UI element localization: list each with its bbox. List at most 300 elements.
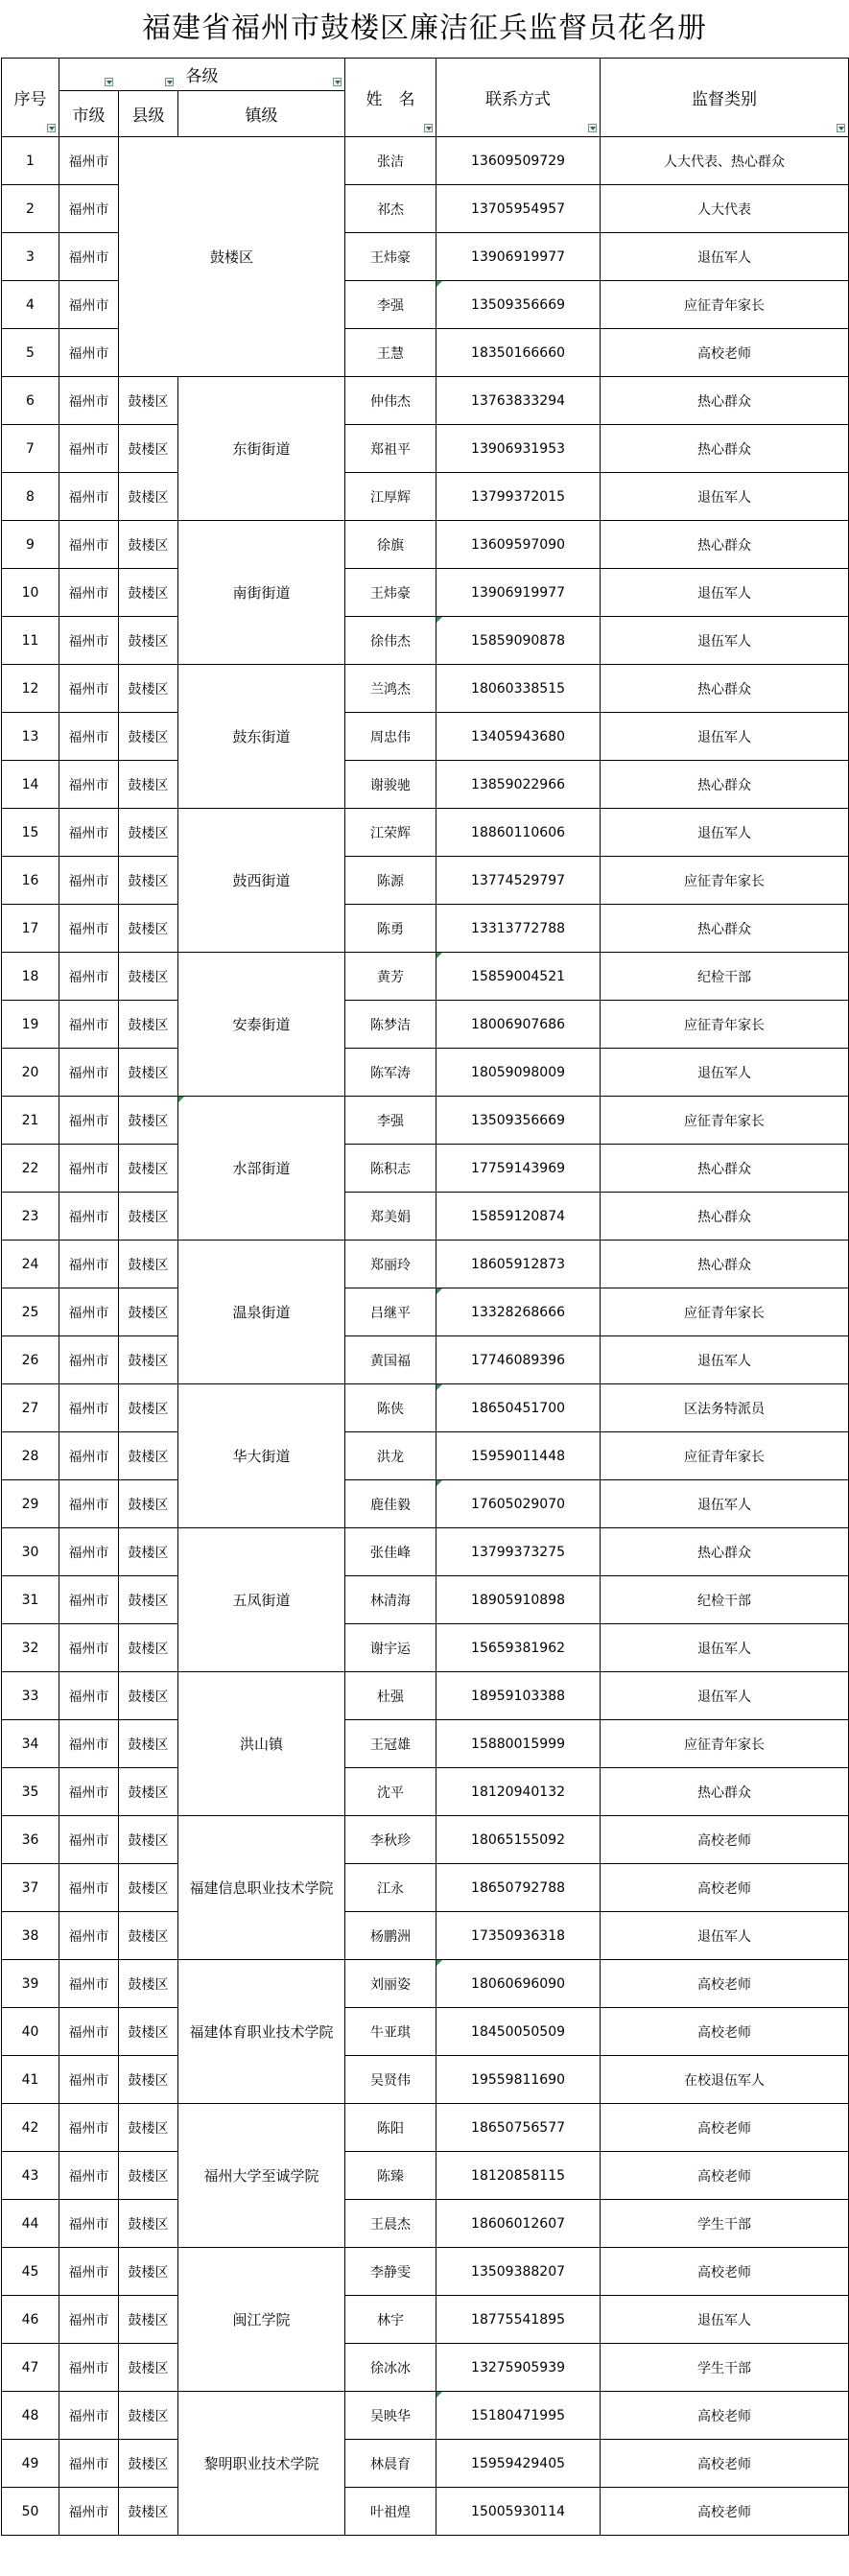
table-row xyxy=(2,137,849,185)
cell-phone xyxy=(436,425,601,473)
filter-dropdown-icon[interactable] xyxy=(47,124,56,132)
cell-name: 陈勇 xyxy=(345,905,436,953)
filter-dropdown-icon[interactable] xyxy=(333,78,342,86)
cell-category: 高校老师 xyxy=(601,2488,849,2536)
cell-town: 鼓西街道 xyxy=(178,809,345,953)
cell-name: 张佳峰 xyxy=(345,1528,436,1576)
cell-county: 鼓楼区 xyxy=(119,473,178,521)
cell-phone xyxy=(436,1720,601,1768)
cell-county: 鼓楼区 xyxy=(119,1816,178,1864)
cell-name: 陈军涛 xyxy=(345,1049,436,1097)
cell-county: 鼓楼区 xyxy=(119,2296,178,2344)
table-row xyxy=(2,1432,849,1480)
cell-phone xyxy=(436,473,601,521)
cell-category: 学生干部 xyxy=(601,2200,849,2248)
cell-marker-icon xyxy=(436,281,442,287)
cell-seq: 38 xyxy=(2,1912,59,1960)
table-row xyxy=(2,2104,849,2152)
cell-town xyxy=(178,1097,345,1241)
roster-table xyxy=(1,58,849,2536)
cell-phone xyxy=(436,329,601,377)
cell-category: 应征青年家长 xyxy=(601,857,849,905)
header-name: 姓 名 xyxy=(345,59,436,137)
cell-city: 福州市 xyxy=(59,1720,119,1768)
cell-marker-icon xyxy=(436,617,442,623)
cell-seq: 4 xyxy=(2,281,59,329)
cell-phone xyxy=(436,809,601,857)
table-row xyxy=(2,425,849,473)
phone-text: 18650756577 xyxy=(471,2119,566,2136)
cell-city: 福州市 xyxy=(59,1864,119,1912)
header-city: 市级 xyxy=(59,91,119,137)
phone-text: 18120858115 xyxy=(471,2167,566,2184)
cell-city: 福州市 xyxy=(59,1384,119,1432)
cell-seq: 21 xyxy=(2,1097,59,1145)
phone-text: 18059098009 xyxy=(471,1064,566,1080)
cell-seq: 26 xyxy=(2,1336,59,1384)
phone-text: 15180471995 xyxy=(471,2407,566,2423)
cell-city: 福州市 xyxy=(59,1816,119,1864)
cell-county: 鼓楼区 xyxy=(119,2440,178,2488)
cell-category: 学生干部 xyxy=(601,2344,849,2392)
cell-category: 退伍军人 xyxy=(601,1336,849,1384)
cell-name: 徐冰冰 xyxy=(345,2344,436,2392)
table-row xyxy=(2,2152,849,2200)
cell-seq: 33 xyxy=(2,1672,59,1720)
table-row xyxy=(2,1384,849,1432)
cell-city: 福州市 xyxy=(59,953,119,1001)
cell-county: 鼓楼区 xyxy=(119,809,178,857)
cell-county: 鼓楼区 xyxy=(119,1193,178,1241)
cell-city: 福州市 xyxy=(59,1672,119,1720)
cell-city: 福州市 xyxy=(59,1624,119,1672)
cell-category: 区法务特派员 xyxy=(601,1384,849,1432)
cell-category: 纪检干部 xyxy=(601,1576,849,1624)
cell-city: 福州市 xyxy=(59,1960,119,2008)
table-row xyxy=(2,473,849,521)
cell-name: 陈臻 xyxy=(345,2152,436,2200)
cell-town: 东街街道 xyxy=(178,377,345,521)
table-row xyxy=(2,2296,849,2344)
cell-city: 福州市 xyxy=(59,905,119,953)
header-town: 镇级 xyxy=(178,91,345,137)
phone-text: 13763833294 xyxy=(471,392,566,409)
cell-city: 福州市 xyxy=(59,2248,119,2296)
cell-category: 应征青年家长 xyxy=(601,1288,849,1336)
cell-seq: 40 xyxy=(2,2008,59,2056)
cell-name: 郑祖平 xyxy=(345,425,436,473)
cell-marker-icon xyxy=(436,2392,442,2398)
cell-city: 福州市 xyxy=(59,2008,119,2056)
cell-seq: 6 xyxy=(2,377,59,425)
cell-phone xyxy=(436,1816,601,1864)
phone-text: 13774529797 xyxy=(471,872,566,888)
table-row xyxy=(2,1864,849,1912)
cell-town-label: 水部街道 xyxy=(232,1160,291,1177)
cell-seq: 12 xyxy=(2,665,59,713)
header-category: 监督类别 xyxy=(601,59,849,137)
table-row xyxy=(2,1049,849,1097)
cell-city: 福州市 xyxy=(59,521,119,569)
cell-seq: 41 xyxy=(2,2056,59,2104)
cell-category: 高校老师 xyxy=(601,2104,849,2152)
cell-name: 陈阳 xyxy=(345,2104,436,2152)
cell-town: 闽江学院 xyxy=(178,2248,345,2392)
cell-name: 杜强 xyxy=(345,1672,436,1720)
cell-phone xyxy=(436,2104,601,2152)
table-row xyxy=(2,1288,849,1336)
cell-category: 应征青年家长 xyxy=(601,1432,849,1480)
cell-phone xyxy=(436,521,601,569)
cell-phone xyxy=(436,1241,601,1288)
phone-text: 18065155092 xyxy=(471,1832,566,1848)
table-row xyxy=(2,2392,849,2440)
phone-text: 15880015999 xyxy=(471,1736,566,1752)
cell-phone xyxy=(436,1049,601,1097)
cell-phone xyxy=(436,1193,601,1241)
table-row xyxy=(2,2200,849,2248)
cell-city: 福州市 xyxy=(59,1288,119,1336)
cell-phone xyxy=(436,2392,601,2440)
cell-category: 热心群众 xyxy=(601,761,849,809)
cell-city: 福州市 xyxy=(59,617,119,665)
table-row xyxy=(2,2344,849,2392)
cell-name: 李秋珍 xyxy=(345,1816,436,1864)
table-row xyxy=(2,569,849,617)
cell-city: 福州市 xyxy=(59,137,119,185)
cell-phone xyxy=(436,1480,601,1528)
cell-town: 安泰街道 xyxy=(178,953,345,1097)
cell-town: 鼓楼区 xyxy=(119,137,345,377)
table-row xyxy=(2,665,849,713)
cell-category: 退伍军人 xyxy=(601,1480,849,1528)
cell-category: 热心群众 xyxy=(601,1145,849,1193)
cell-phone xyxy=(436,1576,601,1624)
table-row xyxy=(2,2488,849,2536)
filter-dropdown-icon[interactable] xyxy=(165,78,174,86)
cell-town: 福建信息职业技术学院 xyxy=(178,1816,345,1960)
cell-town: 黎明职业技术学院 xyxy=(178,2392,345,2536)
table-row xyxy=(2,1576,849,1624)
cell-seq: 45 xyxy=(2,2248,59,2296)
cell-county: 鼓楼区 xyxy=(119,1624,178,1672)
phone-text: 17759143969 xyxy=(471,1160,566,1176)
cell-marker-icon xyxy=(436,1480,442,1486)
cell-county: 鼓楼区 xyxy=(119,713,178,761)
cell-name: 李强 xyxy=(345,1097,436,1145)
cell-name: 吴映华 xyxy=(345,2392,436,2440)
cell-name: 仲伟杰 xyxy=(345,377,436,425)
cell-county: 鼓楼区 xyxy=(119,425,178,473)
cell-city: 福州市 xyxy=(59,809,119,857)
cell-name: 陈梦洁 xyxy=(345,1001,436,1049)
cell-phone xyxy=(436,2200,601,2248)
cell-marker-icon xyxy=(178,1097,184,1102)
cell-phone xyxy=(436,281,601,329)
cell-category: 退伍军人 xyxy=(601,569,849,617)
cell-city: 福州市 xyxy=(59,1432,119,1480)
cell-marker-icon xyxy=(436,1960,442,1966)
phone-text: 13906931953 xyxy=(471,440,566,457)
cell-category: 退伍军人 xyxy=(601,1672,849,1720)
phone-text: 13906919977 xyxy=(471,248,566,265)
table-row xyxy=(2,1241,849,1288)
cell-name: 鹿佳毅 xyxy=(345,1480,436,1528)
cell-phone xyxy=(436,2488,601,2536)
cell-city: 福州市 xyxy=(59,2056,119,2104)
phone-text: 13705954957 xyxy=(471,201,566,217)
cell-seq: 1 xyxy=(2,137,59,185)
table-row xyxy=(2,761,849,809)
phone-text: 13275905939 xyxy=(471,2359,566,2375)
cell-county: 鼓楼区 xyxy=(119,1960,178,2008)
cell-phone xyxy=(436,617,601,665)
cell-county: 鼓楼区 xyxy=(119,569,178,617)
cell-category: 高校老师 xyxy=(601,2440,849,2488)
cell-phone xyxy=(436,2056,601,2104)
cell-city: 福州市 xyxy=(59,2200,119,2248)
table-row xyxy=(2,1480,849,1528)
table-row xyxy=(2,2248,849,2296)
cell-city: 福州市 xyxy=(59,425,119,473)
cell-marker-icon xyxy=(436,1384,442,1390)
filter-dropdown-icon[interactable] xyxy=(424,124,433,132)
table-row xyxy=(2,809,849,857)
phone-text: 17746089396 xyxy=(471,1352,566,1368)
cell-category: 人大代表、热心群众 xyxy=(601,137,849,185)
cell-county: 鼓楼区 xyxy=(119,1528,178,1576)
cell-city: 福州市 xyxy=(59,2344,119,2392)
cell-seq: 29 xyxy=(2,1480,59,1528)
cell-phone xyxy=(436,2152,601,2200)
cell-category: 高校老师 xyxy=(601,1816,849,1864)
cell-name: 郑美娟 xyxy=(345,1193,436,1241)
cell-county: 鼓楼区 xyxy=(119,1576,178,1624)
cell-name: 牛亚琪 xyxy=(345,2008,436,2056)
cell-city: 福州市 xyxy=(59,857,119,905)
cell-phone xyxy=(436,905,601,953)
phone-text: 18650451700 xyxy=(471,1400,566,1416)
cell-county: 鼓楼区 xyxy=(119,1384,178,1432)
cell-category: 热心群众 xyxy=(601,905,849,953)
phone-text: 19559811690 xyxy=(471,2071,566,2088)
cell-name: 李强 xyxy=(345,281,436,329)
cell-seq: 25 xyxy=(2,1288,59,1336)
cell-name: 陈侠 xyxy=(345,1384,436,1432)
cell-city: 福州市 xyxy=(59,233,119,281)
cell-name: 黄国福 xyxy=(345,1336,436,1384)
cell-city: 福州市 xyxy=(59,1336,119,1384)
cell-name: 沈平 xyxy=(345,1768,436,1816)
cell-category: 热心群众 xyxy=(601,425,849,473)
cell-category: 热心群众 xyxy=(601,1241,849,1288)
cell-city: 福州市 xyxy=(59,1480,119,1528)
cell-name: 王冠雄 xyxy=(345,1720,436,1768)
header-levels: 各级 xyxy=(59,59,345,91)
cell-phone xyxy=(436,1001,601,1049)
table-row xyxy=(2,1960,849,2008)
cell-category: 应征青年家长 xyxy=(601,1001,849,1049)
phone-text: 15859120874 xyxy=(471,1208,566,1224)
cell-city: 福州市 xyxy=(59,665,119,713)
cell-city: 福州市 xyxy=(59,1576,119,1624)
cell-category: 在校退伍军人 xyxy=(601,2056,849,2104)
cell-category: 退伍军人 xyxy=(601,617,849,665)
cell-county: 鼓楼区 xyxy=(119,665,178,713)
cell-city: 福州市 xyxy=(59,1049,119,1097)
table-row xyxy=(2,1768,849,1816)
phone-text: 15959429405 xyxy=(471,2455,566,2471)
cell-seq: 35 xyxy=(2,1768,59,1816)
phone-text: 18959103388 xyxy=(471,1688,566,1704)
cell-county: 鼓楼区 xyxy=(119,761,178,809)
table-row xyxy=(2,1672,849,1720)
cell-category: 高校老师 xyxy=(601,2152,849,2200)
phone-text: 15859004521 xyxy=(471,968,566,984)
cell-seq: 30 xyxy=(2,1528,59,1576)
cell-category: 退伍军人 xyxy=(601,713,849,761)
table-row xyxy=(2,1336,849,1384)
phone-text: 18650792788 xyxy=(471,1879,566,1896)
cell-category: 高校老师 xyxy=(601,2392,849,2440)
cell-phone xyxy=(436,137,601,185)
table-row xyxy=(2,2056,849,2104)
cell-phone xyxy=(436,665,601,713)
table-row xyxy=(2,713,849,761)
cell-city: 福州市 xyxy=(59,1145,119,1193)
cell-city: 福州市 xyxy=(59,2440,119,2488)
cell-city: 福州市 xyxy=(59,2296,119,2344)
cell-category: 退伍军人 xyxy=(601,473,849,521)
table-row xyxy=(2,1720,849,1768)
cell-phone xyxy=(436,761,601,809)
table-row xyxy=(2,1145,849,1193)
cell-seq: 20 xyxy=(2,1049,59,1097)
cell-category: 退伍军人 xyxy=(601,1049,849,1097)
filter-dropdown-icon[interactable] xyxy=(837,124,845,132)
filter-dropdown-icon[interactable] xyxy=(588,124,597,132)
cell-category: 热心群众 xyxy=(601,521,849,569)
cell-county: 鼓楼区 xyxy=(119,1241,178,1288)
cell-city: 福州市 xyxy=(59,1912,119,1960)
cell-county: 鼓楼区 xyxy=(119,1480,178,1528)
cell-name: 江厚辉 xyxy=(345,473,436,521)
cell-town: 华大街道 xyxy=(178,1384,345,1528)
cell-name: 王晨杰 xyxy=(345,2200,436,2248)
cell-town: 温泉街道 xyxy=(178,1241,345,1384)
phone-text: 17605029070 xyxy=(471,1496,566,1512)
cell-city: 福州市 xyxy=(59,329,119,377)
phone-text: 18006907686 xyxy=(471,1016,566,1032)
cell-city: 福州市 xyxy=(59,1241,119,1288)
cell-phone xyxy=(436,1336,601,1384)
cell-town: 福州大学至诚学院 xyxy=(178,2104,345,2248)
cell-phone xyxy=(436,569,601,617)
cell-name: 张洁 xyxy=(345,137,436,185)
phone-text: 18605912873 xyxy=(471,1256,566,1272)
cell-county: 鼓楼区 xyxy=(119,905,178,953)
cell-seq: 9 xyxy=(2,521,59,569)
cell-category: 热心群众 xyxy=(601,1193,849,1241)
cell-category: 纪检干部 xyxy=(601,953,849,1001)
cell-seq: 3 xyxy=(2,233,59,281)
cell-phone xyxy=(436,1288,601,1336)
table-body xyxy=(2,137,849,2536)
cell-seq: 34 xyxy=(2,1720,59,1768)
table-row xyxy=(2,2008,849,2056)
cell-marker-icon xyxy=(436,1288,442,1294)
phone-text: 18350166660 xyxy=(471,344,566,361)
cell-category: 应征青年家长 xyxy=(601,1097,849,1145)
cell-category: 高校老师 xyxy=(601,2008,849,2056)
table-row xyxy=(2,521,849,569)
cell-city: 福州市 xyxy=(59,185,119,233)
phone-text: 13799372015 xyxy=(471,488,566,505)
table-row xyxy=(2,1528,849,1576)
cell-town: 五凤街道 xyxy=(178,1528,345,1672)
cell-seq: 50 xyxy=(2,2488,59,2536)
cell-phone xyxy=(436,1768,601,1816)
table-row xyxy=(2,1001,849,1049)
cell-phone xyxy=(436,1912,601,1960)
cell-seq: 23 xyxy=(2,1193,59,1241)
cell-category: 退伍军人 xyxy=(601,233,849,281)
cell-city: 福州市 xyxy=(59,761,119,809)
cell-name: 陈积志 xyxy=(345,1145,436,1193)
cell-name: 杨鹏洲 xyxy=(345,1912,436,1960)
cell-county: 鼓楼区 xyxy=(119,617,178,665)
cell-category: 热心群众 xyxy=(601,377,849,425)
phone-text: 15859090878 xyxy=(471,632,566,649)
cell-phone xyxy=(436,2344,601,2392)
cell-county: 鼓楼区 xyxy=(119,2104,178,2152)
cell-name: 徐旗 xyxy=(345,521,436,569)
cell-county: 鼓楼区 xyxy=(119,2392,178,2440)
cell-name: 洪龙 xyxy=(345,1432,436,1480)
cell-phone xyxy=(436,953,601,1001)
cell-county: 鼓楼区 xyxy=(119,1336,178,1384)
cell-county: 鼓楼区 xyxy=(119,521,178,569)
cell-name: 刘丽姿 xyxy=(345,1960,436,2008)
cell-name: 祁杰 xyxy=(345,185,436,233)
cell-category: 高校老师 xyxy=(601,1864,849,1912)
cell-category: 热心群众 xyxy=(601,1528,849,1576)
cell-category: 热心群众 xyxy=(601,665,849,713)
phone-text: 15959011448 xyxy=(471,1448,566,1464)
phone-text: 13609509729 xyxy=(471,153,566,169)
cell-seq: 7 xyxy=(2,425,59,473)
cell-category: 退伍军人 xyxy=(601,2296,849,2344)
cell-county: 鼓楼区 xyxy=(119,1097,178,1145)
cell-name: 陈源 xyxy=(345,857,436,905)
cell-town: 鼓东街道 xyxy=(178,665,345,809)
table-row xyxy=(2,2440,849,2488)
phone-text: 18606012607 xyxy=(471,2215,566,2232)
cell-phone xyxy=(436,713,601,761)
cell-seq: 22 xyxy=(2,1145,59,1193)
cell-phone xyxy=(436,1384,601,1432)
phone-text: 13509388207 xyxy=(471,2263,566,2280)
cell-marker-icon xyxy=(436,953,442,958)
cell-seq: 13 xyxy=(2,713,59,761)
cell-phone xyxy=(436,2008,601,2056)
cell-name: 王慧 xyxy=(345,329,436,377)
cell-category: 人大代表 xyxy=(601,185,849,233)
filter-dropdown-icon[interactable] xyxy=(105,78,113,86)
cell-county: 鼓楼区 xyxy=(119,1001,178,1049)
cell-seq: 37 xyxy=(2,1864,59,1912)
cell-city: 福州市 xyxy=(59,1528,119,1576)
